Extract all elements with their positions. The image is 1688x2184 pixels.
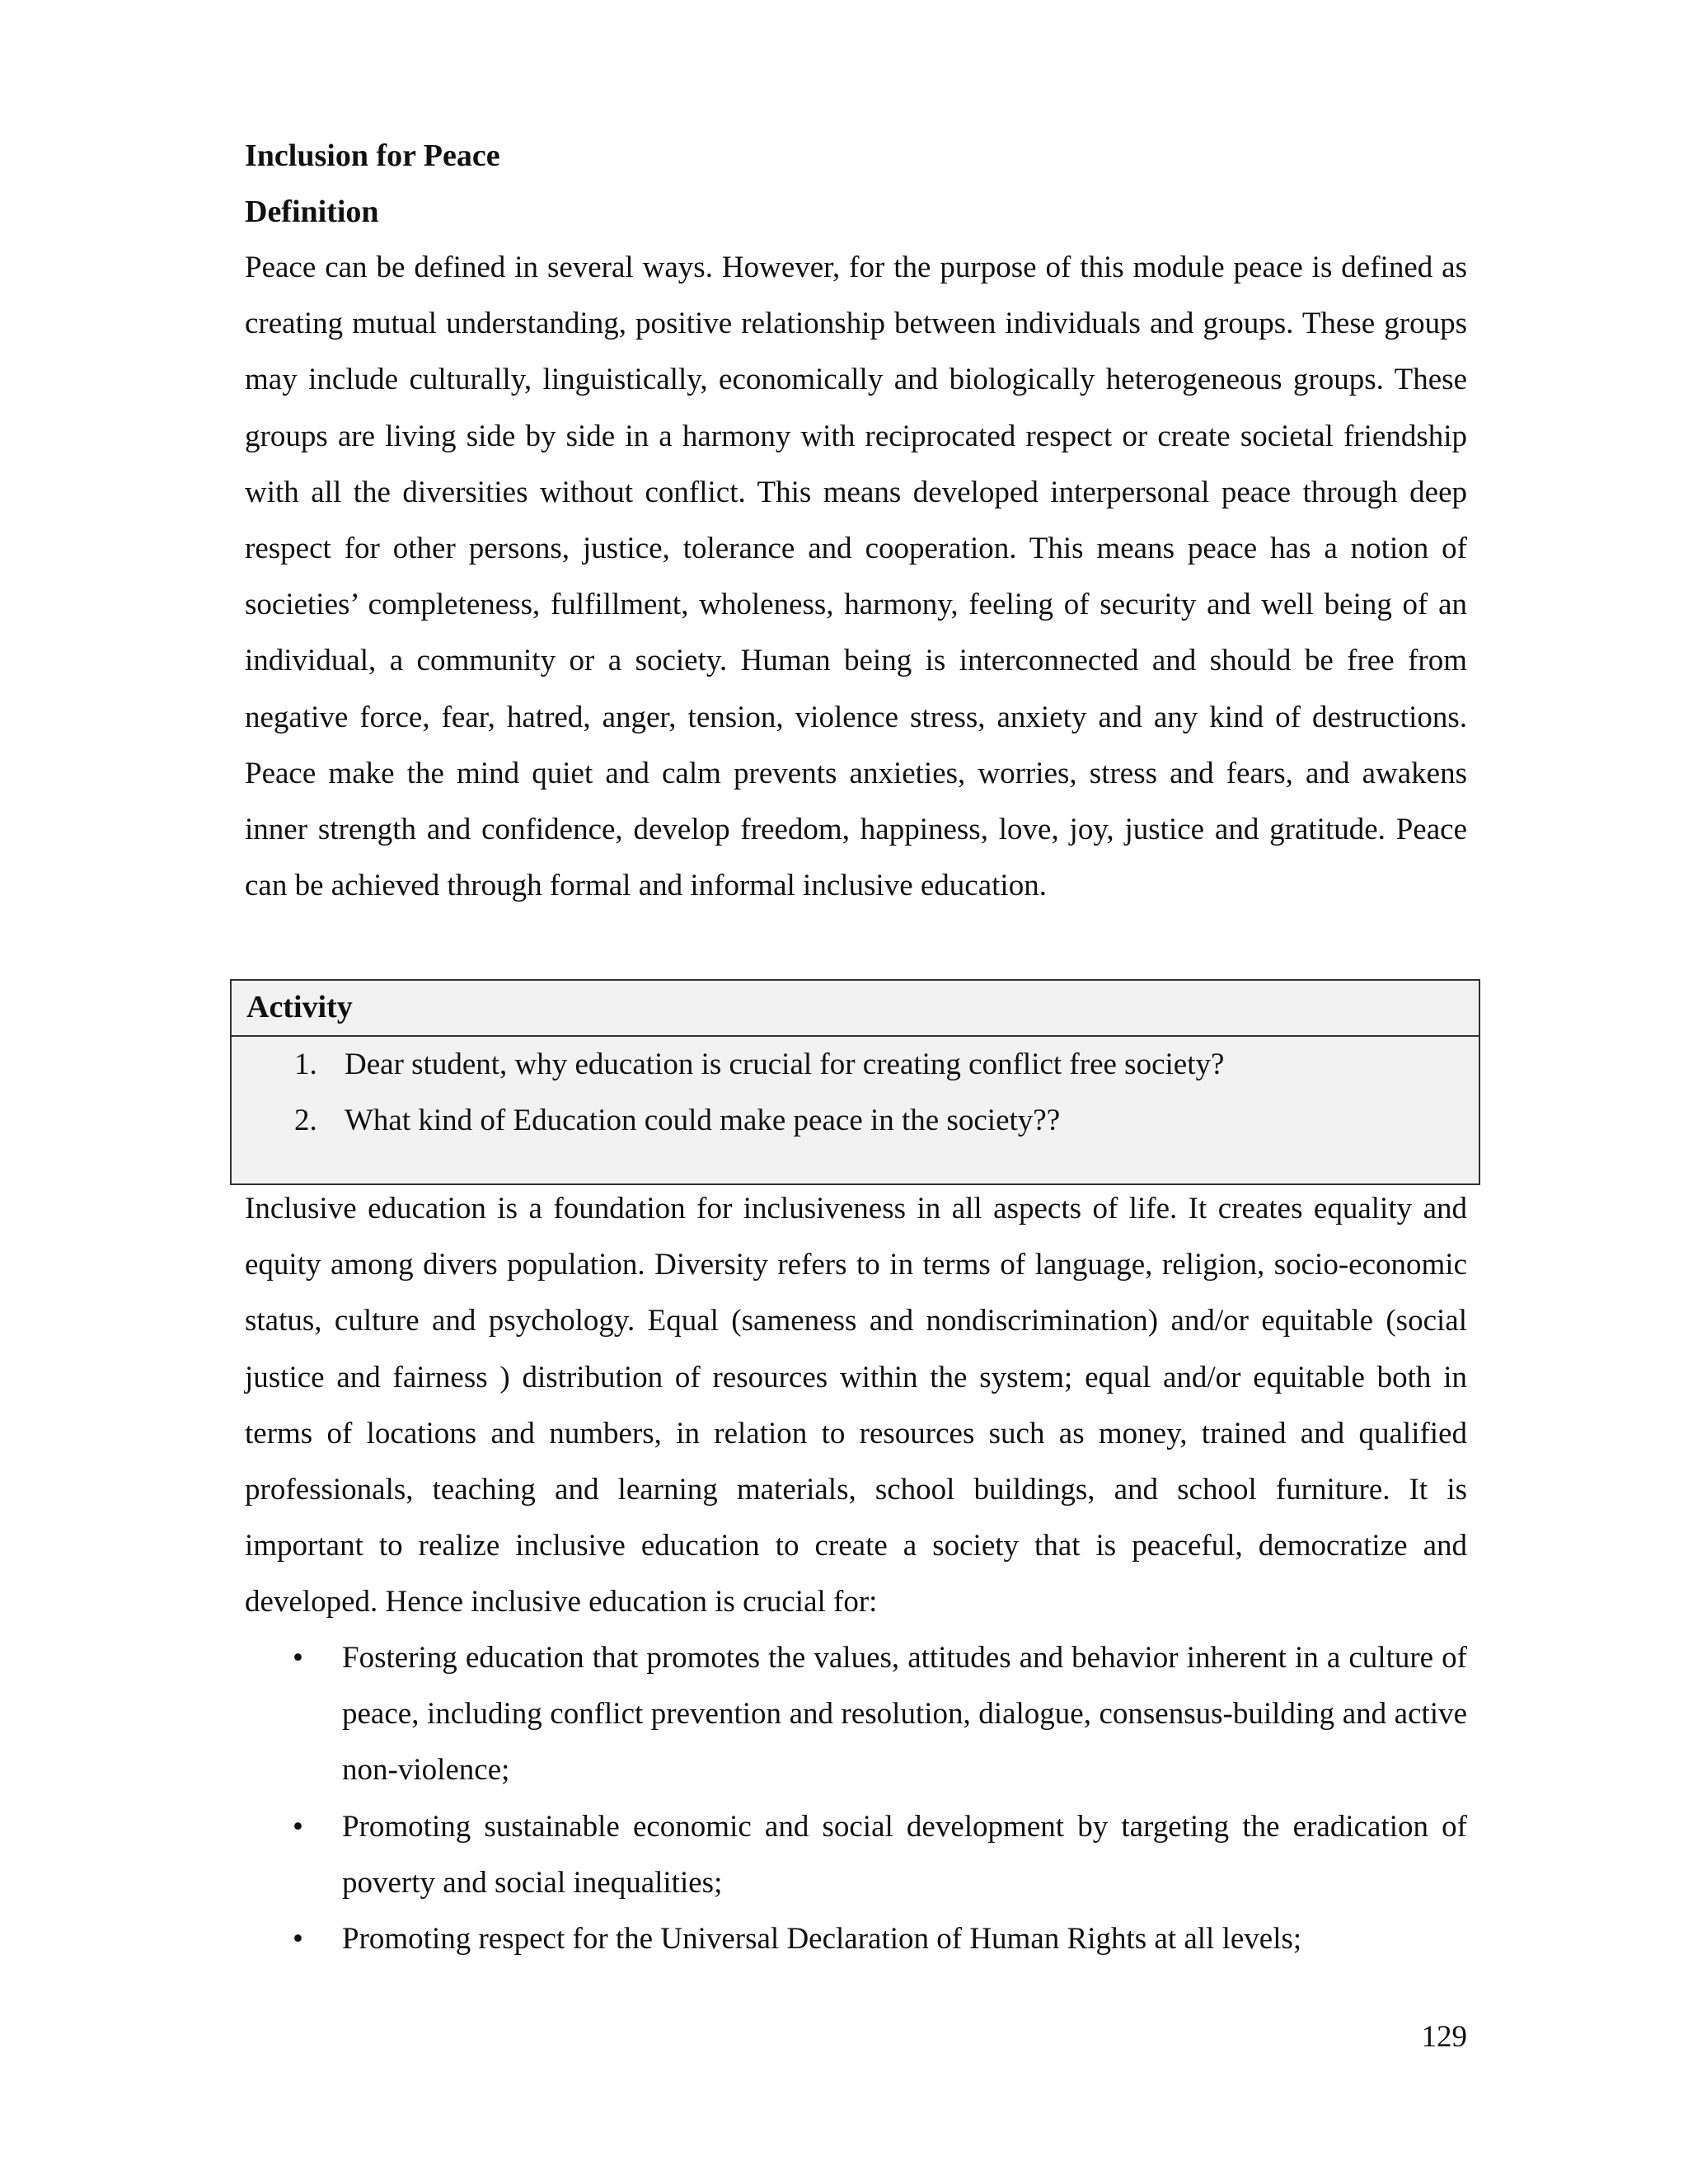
activity-box bbox=[230, 979, 1480, 1185]
list-item-text: Promoting sustainable economic and social development by targeting the eradication of poverty and social inequalities; bbox=[342, 1809, 1467, 1900]
section-title: Inclusion for Peace bbox=[245, 138, 500, 173]
question-text: What kind of Education could make peace in the society?? bbox=[345, 1104, 1061, 1137]
bullet-marker: • bbox=[293, 1922, 303, 1957]
question-number: 1. bbox=[294, 1047, 317, 1081]
list-item bbox=[245, 1630, 1467, 1799]
bullet-marker: • bbox=[293, 1809, 303, 1844]
bullet-list bbox=[245, 1630, 1467, 1967]
section-subtitle: Definition bbox=[245, 194, 379, 229]
list-item bbox=[245, 1799, 1467, 1911]
definition-paragraph: Peace can be defined in several ways. However, for the purpose of this module peace is defined as creating mutual understanding, positive relationship between individuals and groups. These groups may include culturally, linguistically, economically and biologically heterogeneous groups. These groups are living side by side in a harmony with reciprocated respect or create societal friendship with all the diversities without conflict. This means developed interpersonal peace through deep respect for other persons, justice, tolerance and cooperation. This means peace has a notion of societies’ completeness, fulfillment, wholeness, harmony, feeling of security and well being of an individual, a community or a society. Human being is interconnected and should be free from negative force, fear, hatred, anger, tension, violence stress, anxiety and any kind of destructions. Peace make the mind quiet and calm prevents anxieties, worries, stress and fears, and awakens inner strength and confidence, develop freedom, happiness, love, joy, justice and gratitude. Peace can be achieved through formal and informal inclusive education. bbox=[245, 251, 1467, 903]
question-text: Dear student, why education is crucial for creating conflict free society? bbox=[345, 1047, 1225, 1081]
page-number: 129 bbox=[1421, 2020, 1467, 2054]
list-item-text: Fostering education that promotes the values, attitudes and behavior inherent in a culture of peace, including conflict prevention and resolution, dialogue, consensus-building and active non-violence; bbox=[342, 1641, 1467, 1788]
list-item bbox=[245, 1911, 1467, 1967]
activity-question bbox=[232, 1037, 1479, 1093]
activity-title: Activity bbox=[232, 981, 1479, 1037]
bullet-marker: • bbox=[293, 1641, 303, 1675]
activity-question-list bbox=[232, 1037, 1479, 1149]
question-number: 2. bbox=[294, 1104, 317, 1137]
activity-question bbox=[232, 1093, 1479, 1149]
list-item-text: Promoting respect for the Universal Declaration of Human Rights at all levels; bbox=[342, 1922, 1302, 1957]
inclusive-education-paragraph: Inclusive education is a foundation for inclusiveness in all aspects of life. It creates equality and equity among divers population. Diversity refers to in terms of language, religion, socio-economic status, culture and psychology. Equal (sameness and nondiscrimination) and/or equitable (social justice and fairness ) distribution of resources within the system; equal and/or equitable both in terms of locations and numbers, in relation to resources such as money, trained and qualified professionals, teaching and learning materials, school buildings, and school furniture. It is important to realize inclusive education to create a society that is peaceful, democratize and developed. Hence inclusive education is crucial for: bbox=[245, 1192, 1467, 1619]
